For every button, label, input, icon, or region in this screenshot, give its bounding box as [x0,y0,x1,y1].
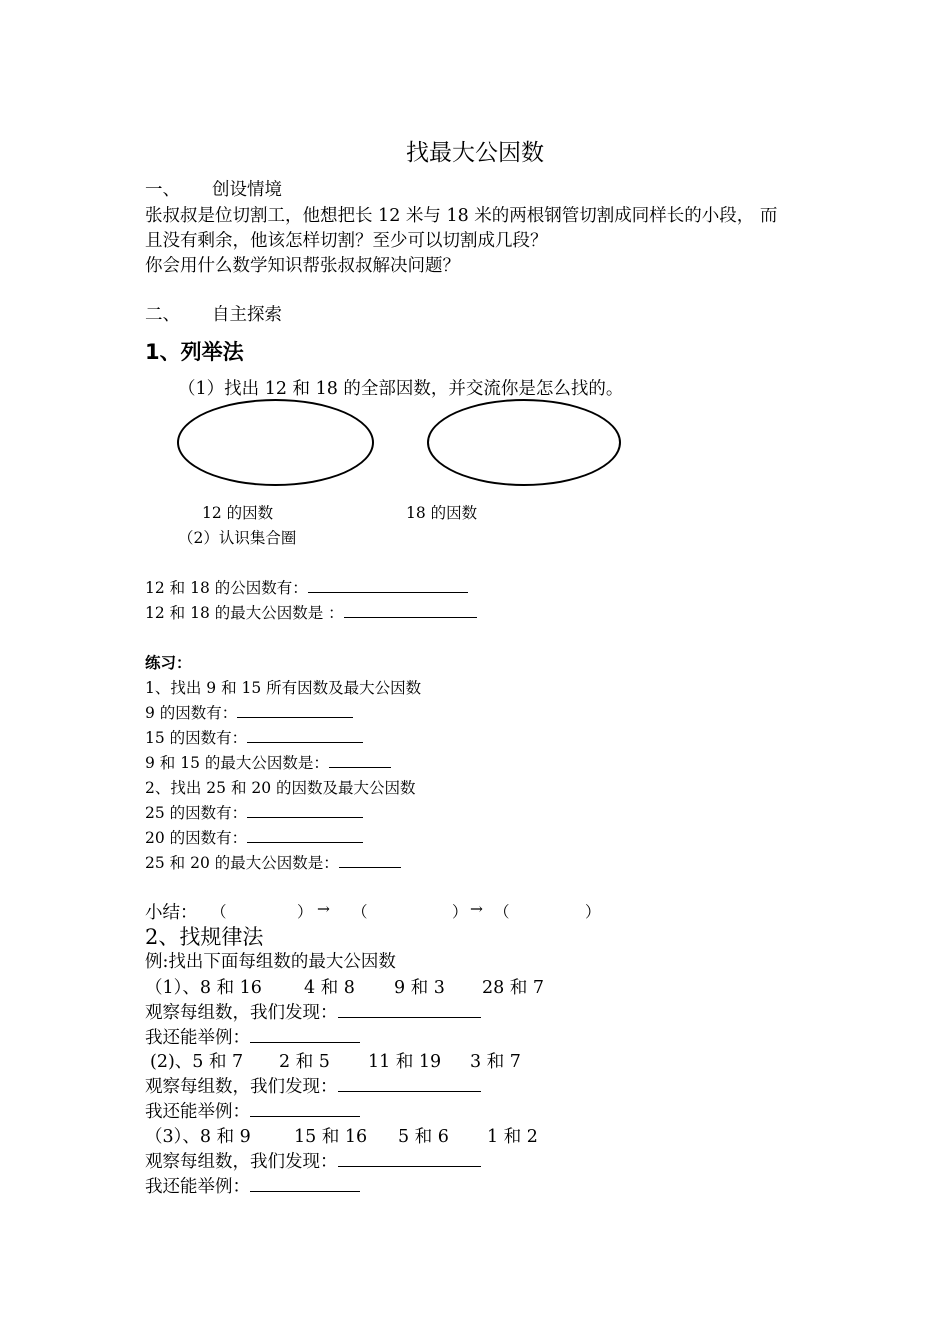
group-2-observe [145,1073,481,1098]
group-2-observe-label: 观察每组数，我们发现： [145,1077,338,1097]
group-2-example-blank[interactable] [250,1101,360,1117]
group-3-example [145,1173,360,1198]
practice-q2-b-blank[interactable] [247,827,363,843]
common-factors-blank[interactable] [308,577,468,593]
practice-q2-a [145,801,363,823]
group-2-a: (2)、5 和 7 [150,1052,244,1072]
group-1-observe [145,999,481,1024]
group-2-d: 3 和 7 [470,1052,521,1072]
practice-q1-b-blank[interactable] [247,727,363,743]
group-1-b: 4 和 8 [304,978,355,998]
practice-q1-c [145,751,391,773]
group-2-observe-blank[interactable] [338,1076,481,1092]
section-1-heading: 创设情境 [212,180,282,200]
summary-paren-3-close: ） [585,903,601,921]
summary-paren-1-close: ） [297,903,313,921]
summary-paren-2-open: （ [352,903,368,921]
section-1-paragraph-line-1: 张叔叔是位切割工，他想把长 12 米与 18 米的两根钢管切割成同样长的小段， 而 [145,206,778,226]
practice-q2-a-label: 25 的因数有： [145,804,248,822]
summary-paren-3-open: （ [494,903,510,921]
factors-18-ellipse [427,399,621,486]
summary-paren-1-open: （ [211,903,227,921]
group-3-observe-blank[interactable] [338,1151,481,1167]
group-3-observe [145,1148,481,1173]
group-2-c: 11 和 19 [368,1052,442,1072]
group-3-a: （3）、8 和 9 [145,1127,251,1147]
group-1-example [145,1024,360,1049]
method-2-heading: 2、找规律法 [145,925,264,949]
group-3-example-blank[interactable] [250,1176,360,1192]
section-2-heading: 自主探索 [212,305,282,325]
summary-arrow-1: → [317,900,330,918]
practice-q1-b-label: 15 的因数有： [145,729,248,747]
common-factors-line [145,576,468,598]
group-1-c: 9 和 3 [394,978,445,998]
method-1-step-2: （2）认识集合圈 [178,529,297,547]
method-1-step-1: （1）找出 12 和 18 的全部因数，并交流你是怎么找的。 [178,379,624,399]
ellipse-left-label: 12 的因数 [202,504,274,522]
group-1-observe-blank[interactable] [338,1002,481,1018]
section-1-paragraph-line-2: 且没有剩余，他该怎样切割？至少可以切割成几段？ [145,231,548,251]
group-1-example-label: 我还能举例： [145,1028,250,1048]
practice-q1-c-blank[interactable] [329,752,391,768]
section-1-number: 一、 [145,180,180,200]
gcd-blank[interactable] [344,602,477,618]
group-1-observe-label: 观察每组数，我们发现： [145,1003,338,1023]
group-3-c: 5 和 6 [398,1127,449,1147]
group-3-b: 15 和 16 [294,1127,368,1147]
group-2-example-label: 我还能举例： [145,1102,250,1122]
practice-q2-b [145,826,363,848]
summary-paren-2-close: ） [452,903,468,921]
group-1-example-blank[interactable] [250,1027,360,1043]
practice-q1-a-label: 9 的因数有： [145,704,238,722]
gcd-line [145,601,477,623]
practice-q2: 2、找出 25 和 20 的因数及最大公因数 [145,779,416,797]
page-title: 找最大公因数 [406,140,544,166]
group-3-observe-label: 观察每组数，我们发现： [145,1152,338,1172]
practice-q2-c [145,851,401,873]
practice-q1-c-label: 9 和 15 的最大公因数是： [145,754,329,772]
practice-q1-b [145,726,363,748]
common-factors-label: 12 和 18 的公因数有： [145,579,308,597]
practice-heading: 练习： [145,654,192,672]
practice-q2-b-label: 20 的因数有： [145,829,248,847]
ellipse-right-label: 18 的因数 [406,504,478,522]
group-2-example [145,1098,360,1123]
practice-q2-c-blank[interactable] [339,852,401,868]
method-1-heading: 1、列举法 [145,340,244,364]
gcd-label: 12 和 18 的最大公因数是 ： [145,604,344,622]
summary-label: 小结： [145,903,198,923]
section-1-paragraph-line-3: 你会用什么数学知识帮张叔叔解决问题？ [145,256,460,276]
practice-q1-a [145,701,353,723]
group-1-a: （1）、8 和 16 [145,978,262,998]
practice-q2-c-label: 25 和 20 的最大公因数是： [145,854,339,872]
section-2-number: 二、 [145,305,180,325]
practice-q2-a-blank[interactable] [247,802,363,818]
method-2-example: 例:找出下面每组数的最大公因数 [145,952,396,972]
factors-12-ellipse [177,399,374,486]
practice-q1-a-blank[interactable] [237,702,353,718]
practice-q1: 1、找出 9 和 15 所有因数及最大公因数 [145,679,422,697]
group-2-b: 2 和 5 [279,1052,330,1072]
group-3-example-label: 我还能举例： [145,1177,250,1197]
group-3-d: 1 和 2 [487,1127,538,1147]
summary-arrow-2: → [470,900,483,918]
group-1-d: 28 和 7 [482,978,545,998]
